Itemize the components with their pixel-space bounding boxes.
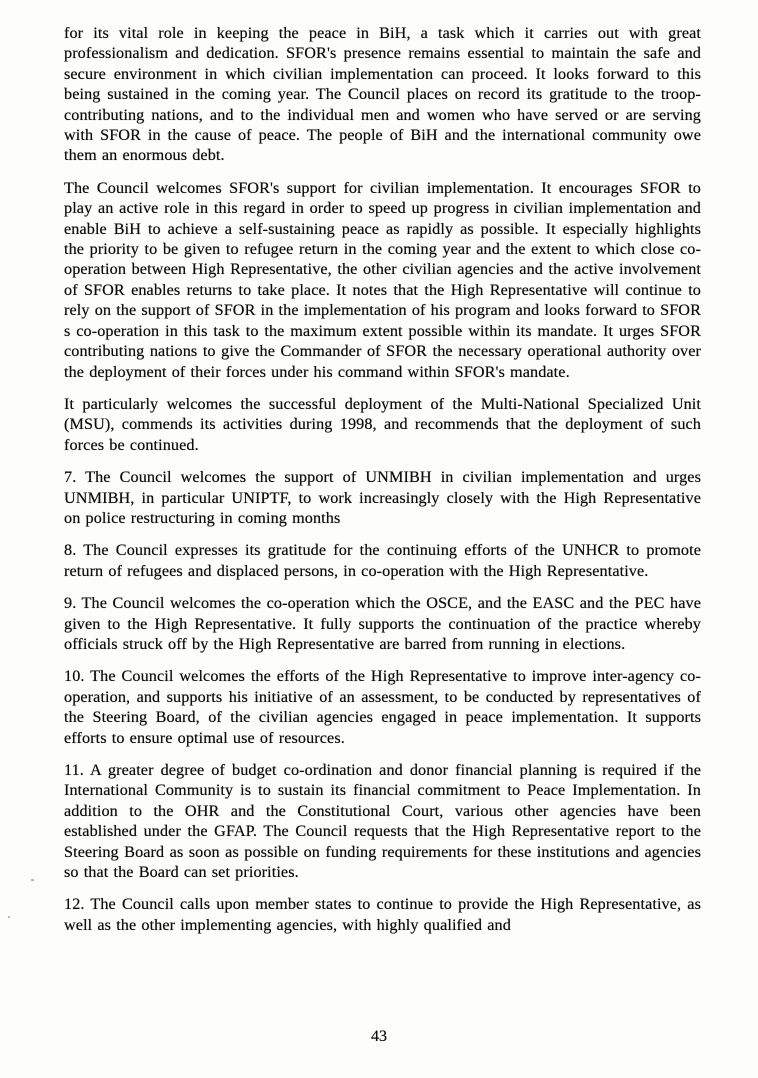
- paragraph-msu-deployment: It particularly welcomes the successful deployment of the Multi-National Specialized Unit (MSU), commends its activities during 1998, and recommends that the deployment of such forces be continued.: [64, 394, 701, 454]
- paragraph-sfor-gratitude: for its vital role in keeping the peace in BiH, a task which it carries out with great professionalism and dedication. SFOR's presence remains essential to maintain the safe and secure environment in which civilian implementation can proceed. It looks forward to this being sustained in the coming year. The Council places on record its gratitude to the troop-contributing nations, and to the individual men and women who have served or are serving with SFOR in the cause of peace. The people of BiH and the international community owe them an enormous debt.: [64, 24, 701, 165]
- paragraph-sfor-support: The Council welcomes SFOR's support for civilian implementation. It encourages SFOR to play an active role in this regard in order to speed up progress in civilian implementation and enable BiH to achieve a self-sustaining peace as rapidly as possible. It especially highlights the priority to be given to refugee return in the coming year and the extent to which close co-operation between High Representative, the other civilian agencies and the active involvement of SFOR enables returns to take place. It notes that the High Representative will continue to rely on the support of SFOR in the implementation of his program and looks forward to SFOR s co-operation in this task to the maximum extent possible within its mandate. It urges SFOR contributing nations to give the Commander of SFOR the necessary operational authority over the deployment of their forces under his command within SFOR's mandate.: [64, 178, 701, 381]
- paragraph-item-11-budget: 11. A greater degree of budget co-ordination and donor financial planning is required if the International Community is to sustain its financial commitment to Peace Implementation. In addition to the OHR and the Constitutional Court, various other agencies have been established under the GFAP. The Council requests that the High Representative report to the Steering Board as soon as possible on funding requirements for these institutions and agencies so that the Board can set priorities.: [64, 761, 701, 882]
- paragraph-item-12-staffing: 12. The Council calls upon member states to continue to provide the High Representative, as well as the other implementing agencies, with highly qualified and: [64, 895, 701, 934]
- scan-speck: [8, 916, 10, 918]
- scan-speck: [31, 879, 34, 881]
- paragraph-item-7-unmibh: 7. The Council welcomes the support of UNMIBH in civilian implementation and urges UNMIBH, in particular UNIPTF, to work increasingly closely with the High Representative on police restructuring in coming months: [64, 468, 701, 527]
- paragraph-item-8-unhcr: 8. The Council expresses its gratitude for the continuing efforts of the UNHCR to promote return of refugees and displaced persons, in co-operation with the High Representative.: [64, 541, 701, 580]
- paragraph-item-9-osce: 9. The Council welcomes the co-operation which the OSCE, and the EASC and the PEC have given to the High Representative. It fully supports the continuation of the practice whereby officials struck off by the High Representative are barred from running in elections.: [64, 594, 701, 653]
- page-body-text: [64, 23, 701, 947]
- page-number: 43: [371, 1028, 387, 1045]
- paragraph-item-10-interagency: 10. The Council welcomes the efforts of the High Representative to improve inter-agency co-operation, and supports his initiative of an assessment, to be conducted by representatives of the Steering Board, of the civilian agencies engaged in peace implementation. It supports efforts to ensure optimal use of resources.: [64, 667, 701, 747]
